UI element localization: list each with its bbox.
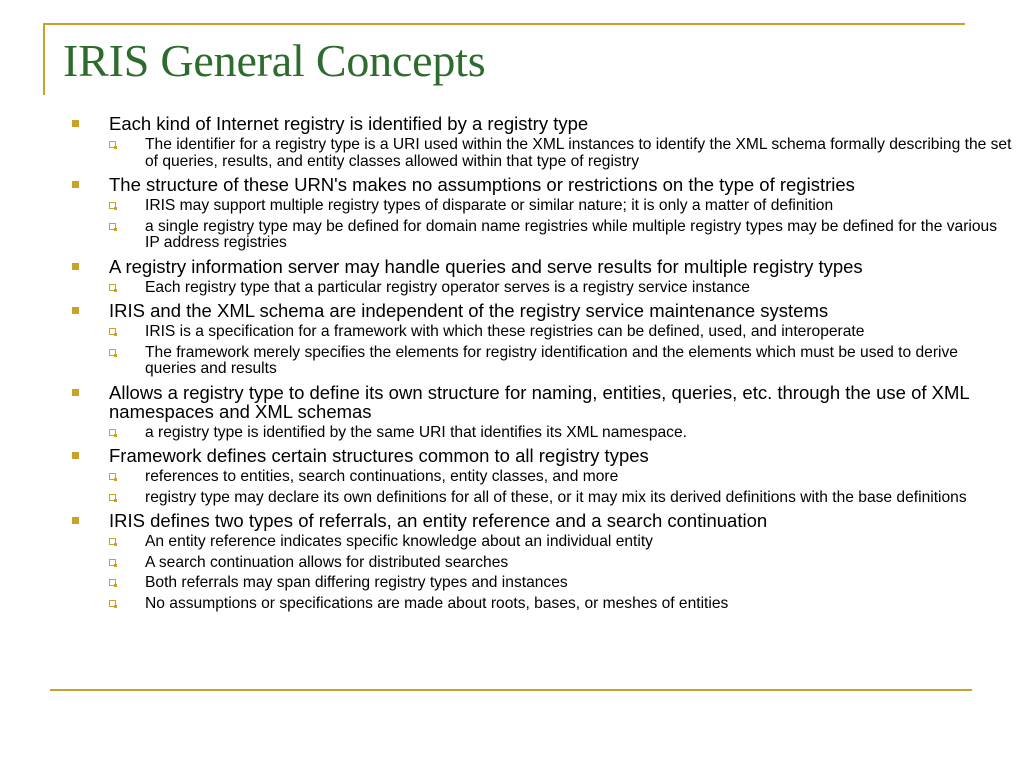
sub-bullet-text: a registry type is identified by the same URI that identifies its XML namespace. — [145, 423, 687, 441]
sub-bullet-list — [109, 534, 1012, 612]
hollow-square-bullet-icon — [109, 494, 116, 501]
sub-bullet-text: The identifier for a registry type is a URI used within the XML instances to identify the XML schema formally describing the set of queries, results, and entity classes allowed within that type of registry — [145, 136, 1012, 170]
slide-body — [72, 114, 1012, 617]
square-bullet-icon — [72, 181, 79, 188]
sub-bullet-item — [109, 534, 1012, 551]
sub-bullet-text: Both referrals may span differing registry types and instances — [145, 574, 568, 591]
sub-bullet-list — [109, 469, 1012, 506]
sub-bullet-item — [109, 219, 1012, 252]
sub-bullet-text: The framework merely specifies the elements for registry identification and the elements which must be used to derive queries and results — [145, 343, 958, 377]
sub-bullet-text: An entity reference indicates specific knowledge about an individual entity — [145, 533, 653, 550]
hollow-square-bullet-icon — [109, 559, 116, 566]
frame-bottom-rule — [50, 689, 972, 691]
sub-bullet-item — [109, 324, 1012, 341]
square-bullet-icon — [72, 389, 79, 396]
bullet-text: A registry information server may handle queries and serve results for multiple registry types — [109, 255, 863, 277]
sub-bullet-text: IRIS may support multiple registry types of disparate or similar nature; it is only a matter of definition — [145, 197, 834, 214]
bullet-text: The structure of these URN's makes no assumptions or restrictions on the type of registries — [109, 174, 855, 195]
bullet-text: IRIS and the XML schema are independent of the registry service maintenance systems — [109, 300, 829, 321]
hollow-square-bullet-icon — [109, 202, 116, 209]
sub-bullet-item — [109, 345, 1012, 378]
sub-bullet-item — [109, 425, 1012, 442]
slide-title: IRIS General Concepts — [63, 35, 486, 86]
sub-bullet-list — [109, 425, 1012, 442]
sub-bullet-text: Each registry type that a particular registry operator serves is a registry service instance — [145, 278, 750, 296]
sub-bullet-list — [109, 280, 1012, 297]
square-bullet-icon — [72, 120, 79, 127]
sub-bullet-list — [109, 137, 1012, 170]
sub-bullet-item — [109, 596, 1012, 613]
bullet-item — [72, 446, 1012, 506]
sub-bullet-item — [109, 137, 1012, 170]
hollow-square-bullet-icon — [109, 473, 116, 480]
square-bullet-icon — [72, 307, 79, 314]
square-bullet-icon — [72, 517, 79, 524]
sub-bullet-item — [109, 198, 1012, 215]
sub-bullet-text: No assumptions or specifications are made about roots, bases, or meshes of entities — [145, 594, 729, 612]
sub-bullet-item — [109, 469, 1012, 486]
bullet-item — [72, 257, 1012, 297]
sub-bullet-text: registry type may declare its own definitions for all of these, or it may mix its derived definitions with the base definitions — [145, 488, 967, 506]
bullet-text: Each kind of Internet registry is identified by a registry type — [109, 113, 589, 134]
sub-bullet-item — [109, 575, 1012, 592]
sub-bullet-item — [109, 555, 1012, 572]
hollow-square-bullet-icon — [109, 223, 116, 230]
sub-bullet-text: A search continuation allows for distributed searches — [145, 553, 509, 571]
hollow-square-bullet-icon — [109, 328, 116, 335]
frame-top-rule — [43, 23, 965, 25]
sub-bullet-item — [109, 490, 1012, 507]
sub-bullet-list — [109, 198, 1012, 252]
hollow-square-bullet-icon — [109, 600, 116, 607]
hollow-square-bullet-icon — [109, 349, 116, 356]
hollow-square-bullet-icon — [109, 429, 116, 436]
bullet-item — [72, 175, 1012, 252]
bullet-item — [72, 114, 1012, 170]
square-bullet-icon — [72, 452, 79, 459]
bullet-item — [72, 383, 1012, 442]
square-bullet-icon — [72, 263, 79, 270]
bullet-item — [72, 511, 1012, 612]
bullet-text: Allows a registry type to define its own structure for naming, entities, queries, etc. through the use of XML namespaces and XML schemas — [109, 381, 969, 422]
sub-bullet-text: references to entities, search continuations, entity classes, and more — [145, 468, 619, 485]
sub-bullet-text: a single registry type may be defined for domain name registries while multiple registry types may be defined for the various IP address registries — [145, 217, 997, 251]
bullet-text: IRIS defines two types of referrals, an entity reference and a search continuation — [109, 510, 768, 531]
bullet-item — [72, 301, 1012, 378]
frame-left-rule — [43, 23, 45, 95]
hollow-square-bullet-icon — [109, 284, 116, 291]
hollow-square-bullet-icon — [109, 538, 116, 545]
bullet-text: Framework defines certain structures common to all registry types — [109, 445, 649, 466]
sub-bullet-item — [109, 280, 1012, 297]
hollow-square-bullet-icon — [109, 141, 116, 148]
sub-bullet-list — [109, 324, 1012, 378]
sub-bullet-text: IRIS is a specification for a framework with which these registries can be defined, used, and interoperate — [145, 323, 865, 340]
hollow-square-bullet-icon — [109, 579, 116, 586]
